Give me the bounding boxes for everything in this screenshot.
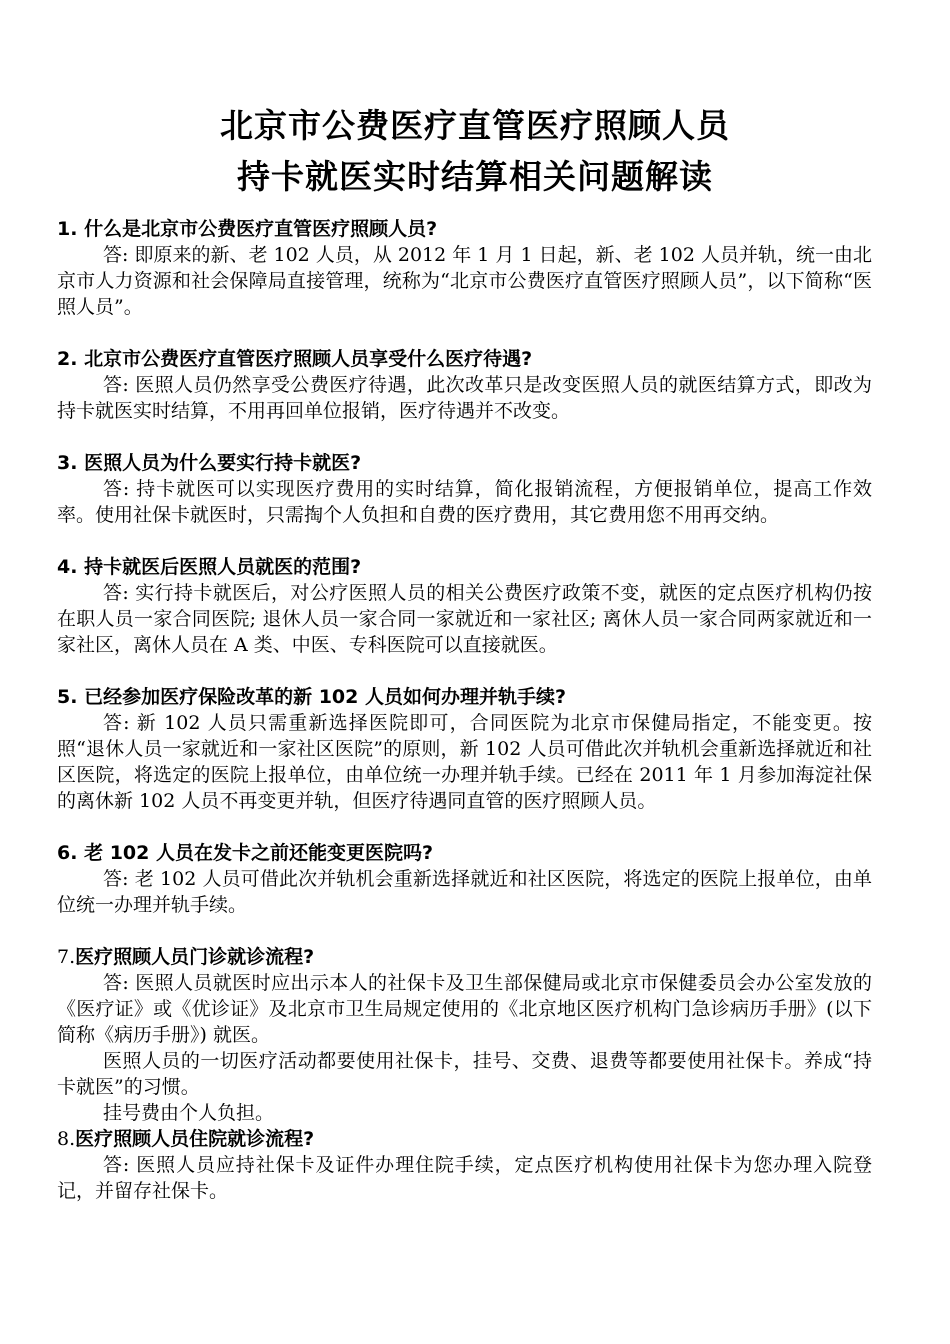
qa-list bbox=[57, 216, 872, 1204]
answer-6: 答: 老 102 人员可借此次并轨机会重新选择就近和社区医院，将选定的医院上报单位，由单位统一办理并轨手续。 bbox=[57, 868, 872, 916]
answer-5: 答: 新 102 人员只需重新选择医院即可，合同医院为北京市保健局指定，不能变更。按照“退休人员一家就近和一家社区医院”的原则，新 102 人员可借此次并轨机会重新选择就近和社区医院，将选定的医院上报单位，由单位统一办理并轨手续。已经在 2011 年 1 月参加海淀社保的离休新 102 人员不再变更并轨，但医疗待遇同直管的医疗照顾人员。 bbox=[57, 712, 872, 812]
question-4: 4. 持卡就医后医照人员就医的范围? bbox=[57, 556, 362, 578]
answer-1: 答: 即原来的新、老 102 人员，从 2012 年 1 月 1 日起，新、老 102 人员并轨，统一由北京市人力资源和社会保障局直接管理，统称为“北京市公费医疗直管医疗照顾人员”，以下简称“医照人员”。 bbox=[57, 244, 872, 318]
answer-8: 答: 医照人员应持社保卡及证件办理住院手续，定点医疗机构使用社保卡为您办理入院登记，并留存社保卡。 bbox=[57, 1154, 872, 1202]
question-3: 3. 医照人员为什么要实行持卡就医? bbox=[57, 452, 362, 474]
question-7: 7.医疗照顾人员门诊就诊流程? bbox=[57, 946, 315, 968]
answer-7: 答: 医照人员就医时应出示本人的社保卡及卫生部保健局或北京市保健委员会办公室发放的《医疗证》或《优诊证》及北京市卫生局规定使用的《北京地区医疗机构门急诊病历手册》(以下简称《病历手册》) 就医。 bbox=[57, 972, 872, 1046]
answer-7-paragraph-2: 医照人员的一切医疗活动都要使用社保卡，挂号、交费、退费等都要使用社保卡。养成“持卡就医”的习惯。 bbox=[57, 1050, 872, 1098]
document-title-line-2: 持卡就医实时结算相关问题解读 bbox=[237, 157, 713, 196]
answer-2: 答: 医照人员仍然享受公费医疗待遇，此次改革只是改变医照人员的就医结算方式，即改为持卡就医实时结算，不用再回单位报销，医疗待遇并不改变。 bbox=[57, 374, 872, 422]
question-2: 2. 北京市公费医疗直管医疗照顾人员享受什么医疗待遇? bbox=[57, 348, 533, 370]
question-8: 8.医疗照顾人员住院就诊流程? bbox=[57, 1128, 315, 1150]
question-5: 5. 已经参加医疗保险改革的新 102 人员如何办理并轨手续? bbox=[57, 686, 566, 708]
document-title-line-1: 北京市公费医疗直管医疗照顾人员 bbox=[220, 106, 730, 145]
question-6: 6. 老 102 人员在发卡之前还能变更医院吗? bbox=[57, 842, 433, 864]
answer-3: 答: 持卡就医可以实现医疗费用的实时结算，简化报销流程，方便报销单位，提高工作效率。使用社保卡就医时，只需掏个人负担和自费的医疗费用，其它费用您不用再交纳。 bbox=[57, 478, 872, 526]
answer-4: 答: 实行持卡就医后，对公疗医照人员的相关公费医疗政策不变，就医的定点医疗机构仍按在职人员一家合同医院; 退休人员一家合同一家就近和一家社区; 离休人员一家合同两家就近和一家社区，离休人员在 A 类、中医、专科医院可以直接就医。 bbox=[57, 582, 872, 656]
question-1: 1. 什么是北京市公费医疗直管医疗照顾人员? bbox=[57, 218, 438, 240]
answer-7-paragraph-3: 挂号费由个人负担。 bbox=[103, 1102, 275, 1124]
